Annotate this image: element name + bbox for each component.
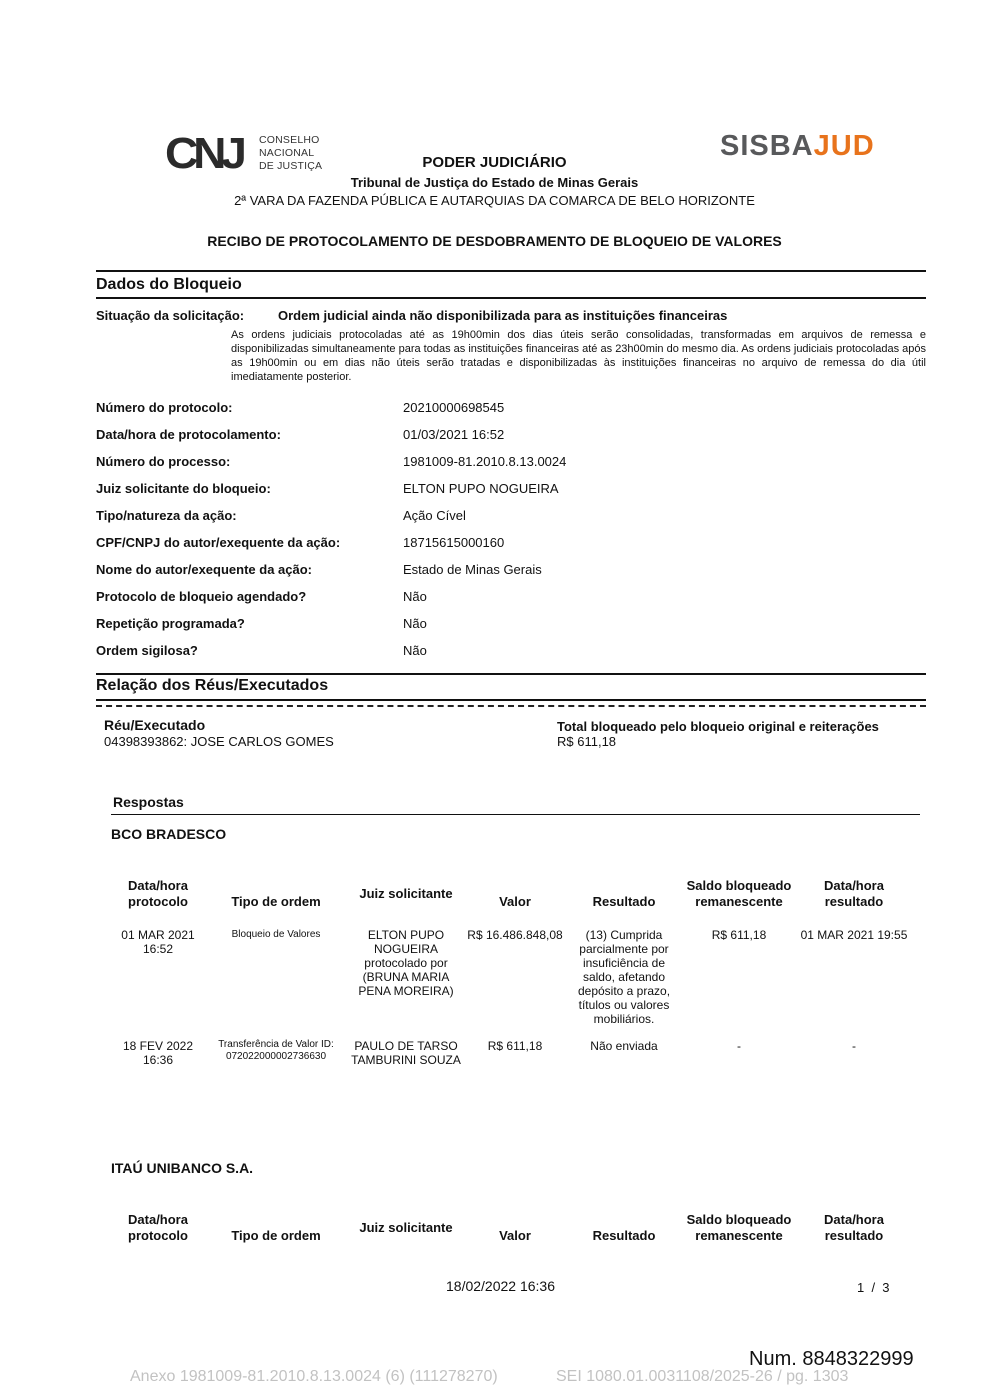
column-header: Valor [499, 894, 531, 909]
situacao-label: Situação da solicitação: [96, 308, 245, 323]
document-title: RECIBO DE PROTOCOLAMENTO DE DESDOBRAMENTO DE BLOQUEIO DE VALORES [207, 233, 782, 249]
cell-data-resultado: - [852, 1039, 856, 1053]
section-divider-top [96, 270, 926, 272]
section-divider-top [96, 673, 926, 675]
bank-name: BCO BRADESCO [111, 826, 227, 842]
cell-data-protocolo: 01 MAR 2021 16:52 [121, 928, 195, 956]
cell-resultado: Não enviada [590, 1039, 658, 1053]
column-header: Tipo de ordem [231, 894, 321, 909]
column-header: Data/hora protocolo [128, 1212, 188, 1243]
field-value: Não [403, 616, 427, 631]
cell-resultado: (13) Cumprida parcialmente por insuficiência de saldo, afetando depósito a prazo, títulos ou valores mobiliários. [577, 928, 671, 1026]
column-header: Resultado [592, 1228, 656, 1243]
page-number: 1 / 3 [857, 1280, 890, 1295]
field-label: Ordem sigilosa? [96, 643, 198, 658]
respostas-title: Respostas [113, 794, 184, 810]
column-header: Data/hora protocolo [128, 878, 188, 909]
cell-data-resultado: 01 MAR 2021 19:55 [800, 928, 908, 942]
field-value: Não [403, 589, 427, 604]
cnj-logo-text: CONSELHO NACIONAL DE JUSTIÇA [259, 134, 323, 172]
field-label: Tipo/natureza da ação: [96, 508, 237, 523]
column-header: Juiz solicitante [359, 1220, 453, 1235]
court-name: Tribunal de Justiça do Estado de Minas Gerais [350, 175, 639, 190]
field-label: Protocolo de bloqueio agendado? [96, 589, 307, 604]
section-divider-bottom [96, 699, 926, 701]
column-header: Resultado [592, 894, 656, 909]
field-label: Nome do autor/exequente da ação: [96, 562, 312, 577]
total-value: R$ 611,18 [557, 734, 617, 749]
document-number: Num. 8848322999 [749, 1348, 914, 1370]
column-header: Saldo bloqueado remanescente [686, 1212, 792, 1243]
field-value: 20210000698545 [403, 400, 505, 415]
column-header: Data/hora resultado [824, 1212, 884, 1243]
sei-watermark: SEI 1080.01.0031108/2025-26 / pg. 1303 [556, 1368, 849, 1385]
cell-juiz: ELTON PUPO NOGUEIRA protocolado por (BRUNA MARIA PENA MOREIRA) [358, 928, 454, 998]
field-value: 18715615000160 [403, 535, 505, 550]
situacao-note: As ordens judiciais protocoladas até as 19h00min dos dias úteis serão consolidadas, transformadas em arquivos de remessa e disponibilizadas simultaneamente para todas as instituições financeiras até as 23h00min do mesmo dia. As ordens judiciais protocoladas após as 19h00min ou em dias não úteis serão tratadas e disponibilizadas às instituições financeiras no arquivo de remessa do dia útil imediatamente posterior. [231, 329, 926, 383]
field-label: Número do processo: [96, 454, 231, 469]
header-title: PODER JUDICIÁRIO [422, 154, 567, 171]
column-header: Juiz solicitante [359, 886, 453, 901]
cell-saldo: - [737, 1039, 741, 1053]
field-value: ELTON PUPO NOGUEIRA [403, 481, 559, 496]
section-divider-bottom [96, 297, 926, 299]
section-title-reus: Relação dos Réus/Executados [96, 677, 329, 694]
field-value: Ação Cível [403, 508, 466, 523]
field-label: Juiz solicitante do bloqueio: [96, 481, 271, 496]
column-header: Saldo bloqueado remanescente [686, 878, 792, 909]
field-value: 01/03/2021 16:52 [403, 427, 505, 442]
column-header: Tipo de ordem [231, 1228, 321, 1243]
cell-valor: R$ 16.486.848,08 [467, 928, 563, 942]
anexo-watermark: Anexo 1981009-81.2010.8.13.0024 (6) (111278270) [130, 1368, 498, 1385]
column-header: Data/hora resultado [824, 878, 884, 909]
sisbajud-logo-part1: SISBA [720, 130, 814, 162]
field-label: Repetição programada? [96, 616, 245, 631]
footer-datetime: 18/02/2022 16:36 [446, 1278, 555, 1294]
cell-tipo: Transferência de Valor ID: 072022000002736630 [218, 1039, 334, 1062]
cell-tipo: Bloqueio de Valores [231, 929, 321, 940]
cell-juiz: PAULO DE TARSO TAMBURINI SOUZA [351, 1039, 461, 1067]
dashed-divider [96, 705, 926, 707]
cell-valor: R$ 611,18 [487, 1039, 543, 1053]
field-label: Data/hora de protocolamento: [96, 427, 281, 442]
bank-name: ITAÚ UNIBANCO S.A. [111, 1160, 254, 1176]
vara-name: 2ª VARA DA FAZENDA PÚBLICA E AUTARQUIAS DA COMARCA DE BELO HORIZONTE [234, 193, 755, 208]
reu-value: 04398393862: JOSE CARLOS GOMES [104, 734, 334, 749]
cell-data-protocolo: 18 FEV 2022 16:36 [122, 1039, 194, 1067]
field-label: CPF/CNPJ do autor/exequente da ação: [96, 535, 341, 550]
reu-header: Réu/Executado [104, 717, 206, 733]
cell-saldo: R$ 611,18 [711, 928, 767, 942]
cnj-mark: CNJ [165, 129, 242, 178]
total-header: Total bloqueado pelo bloqueio original e reiterações [557, 719, 879, 734]
field-value: Estado de Minas Gerais [403, 562, 542, 577]
column-header: Valor [499, 1228, 531, 1243]
situacao-value: Ordem judicial ainda não disponibilizada para as instituições financeiras [278, 308, 728, 323]
respostas-divider [111, 814, 920, 815]
sisbajud-logo-part2: JUD [813, 130, 875, 162]
field-value: Não [403, 643, 427, 658]
field-value: 1981009-81.2010.8.13.0024 [403, 454, 567, 469]
field-label: Número do protocolo: [96, 400, 233, 415]
section-title-bloqueio: Dados do Bloqueio [96, 276, 242, 293]
